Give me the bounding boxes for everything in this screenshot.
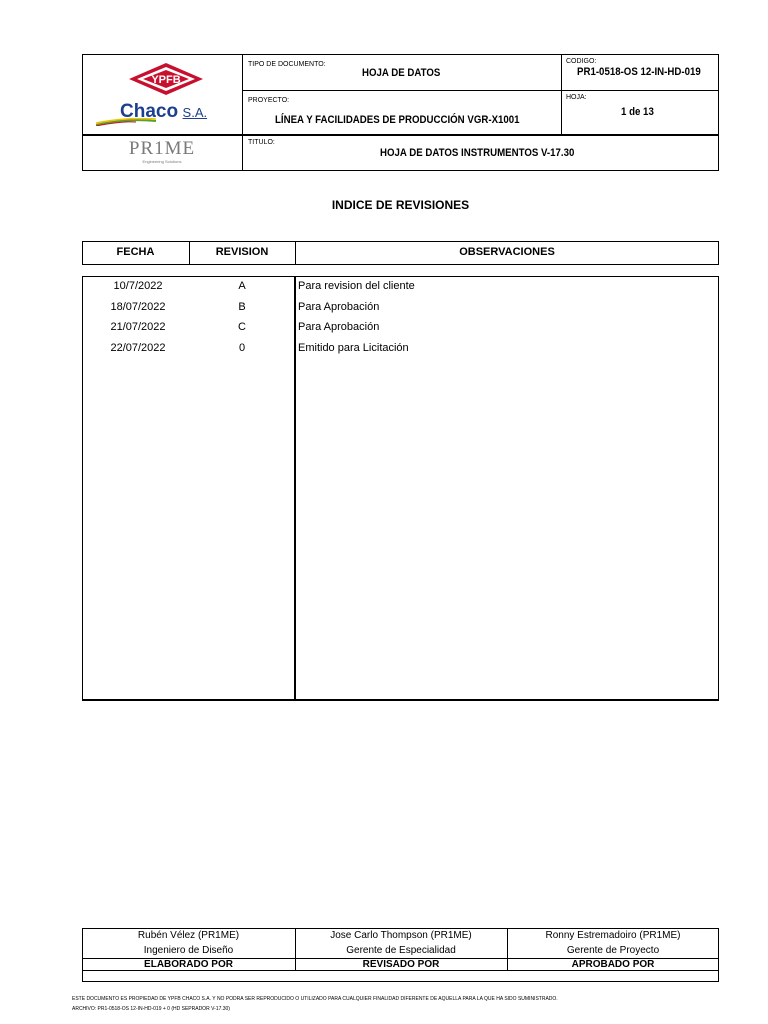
cell-observaciones: Para Aprobación — [298, 321, 380, 333]
signer-role: Gerente de Proyecto — [566, 945, 660, 956]
signature-label: ELABORADO POR — [144, 959, 233, 970]
body-frame — [82, 276, 719, 701]
header-divider — [242, 54, 243, 171]
cell-revision: B — [238, 301, 246, 313]
column-divider — [294, 276, 296, 701]
signer-role: Gerente de Especialidad — [346, 945, 456, 956]
codigo-label: CODIGO: — [566, 58, 597, 65]
cell-revision: A — [238, 280, 246, 292]
signer-role: Ingeniero de Diseño — [143, 945, 234, 956]
footer-disclaimer: ESTE DOCUMENTO ES PROPIEDAD DE YPFB CHACO S.A. Y NO PODRA SER REPRODUCIDO O UTILIZADO PARA CUALQUIER FINALIDAD DIFERENTE DE AQUELLA PARA LA QUE HA SIDO SUMINISTRADO. — [72, 996, 558, 1002]
ypfb-logo — [128, 62, 204, 96]
cell-fecha: 18/07/2022 — [110, 301, 166, 313]
signature-label: APROBADO POR — [571, 959, 655, 970]
signer-name: Rubén Vélez (PR1ME) — [137, 930, 240, 941]
proyecto-label: PROYECTO: — [248, 97, 290, 104]
cell-fecha: 21/07/2022 — [110, 321, 166, 333]
signer-name: Ronny Estremadoiro (PR1ME) — [545, 930, 681, 941]
ypfb-logo-text: YPFB — [151, 74, 181, 86]
codigo-value: PR1-0518-OS 12-IN-HD-019 — [577, 66, 701, 78]
column-header-observaciones: OBSERVACIONES — [459, 246, 555, 258]
cell-observaciones: Para Aprobación — [298, 301, 380, 313]
row-divider — [82, 970, 719, 971]
chaco-logo-text: Chaco — [120, 101, 179, 122]
hoja-value: 1 de 13 — [621, 106, 654, 118]
cell-fecha: 10/7/2022 — [113, 280, 163, 292]
signature-label: REVISADO POR — [362, 959, 440, 970]
cell-revision: C — [238, 321, 246, 333]
header-divider — [242, 90, 719, 91]
cell-revision: 0 — [238, 342, 246, 354]
chaco-swoosh-icon — [96, 118, 156, 126]
titulo-label: TITULO: — [248, 139, 275, 146]
tipo-value: HOJA DE DATOS — [362, 67, 441, 79]
prime-logo-sub: Engineering Solutions — [142, 159, 182, 164]
proyecto-value: LÍNEA Y FACILIDADES DE PRODUCCIÓN VGR-X1001 — [275, 114, 520, 126]
cell-fecha: 22/07/2022 — [110, 342, 166, 354]
chaco-logo-suffix: S.A. — [182, 105, 208, 120]
column-header-revision: REVISION — [215, 246, 269, 258]
signer-name: Jose Carlo Thompson (PR1ME) — [330, 930, 472, 941]
cell-observaciones: Para revision del cliente — [298, 280, 415, 292]
header-divider — [82, 134, 719, 136]
tipo-label: TIPO DE DOCUMENTO: — [248, 61, 326, 68]
revisions-title: INDICE DE REVISIONES — [331, 198, 470, 212]
hoja-label: HOJA: — [566, 94, 587, 101]
prime-logo-text: PR1ME — [128, 138, 196, 159]
cell-observaciones: Emitido para Licitación — [298, 342, 409, 354]
titulo-value: HOJA DE DATOS INSTRUMENTOS V-17.30 — [380, 147, 575, 159]
footer-file: ARCHIVO: PR1-0518-OS 12-IN-HD-019 + 0 (HD SEPRADOR V-17.30) — [72, 1006, 230, 1012]
column-header-fecha: FECHA — [116, 246, 155, 258]
prime-logo — [120, 139, 204, 164]
header-divider — [561, 54, 562, 134]
